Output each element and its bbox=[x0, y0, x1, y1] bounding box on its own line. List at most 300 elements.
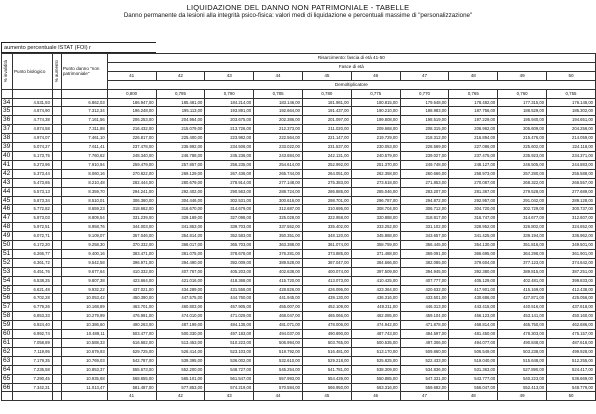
value-cell: 423.664,00 bbox=[107, 276, 156, 285]
footer-age-cell: 41 bbox=[107, 392, 156, 401]
punto-biologico-cell: 5.772,82 bbox=[12, 205, 52, 214]
value-cell: 176.148,00 bbox=[547, 98, 596, 107]
value-cell: 431.558,00 bbox=[205, 285, 254, 294]
value-cell: 490.848,00 bbox=[498, 339, 547, 348]
value-cell: 337.552,00 bbox=[254, 223, 303, 232]
value-cell: 526.414,00 bbox=[156, 347, 205, 356]
value-cell: 294.872,00 bbox=[400, 196, 449, 205]
aumento-cell bbox=[52, 151, 61, 160]
punto-biologico-cell: 6.072,71 bbox=[12, 232, 52, 241]
invalidita-cell: 54 bbox=[2, 276, 13, 285]
value-cell: 428.826,00 bbox=[254, 285, 303, 294]
value-cell: 426.095,00 bbox=[302, 285, 351, 294]
value-cell: 503.477,00 bbox=[107, 330, 156, 339]
punto-danno-cell: 9.807,38 bbox=[61, 276, 107, 285]
invalidita-cell: 58 bbox=[2, 312, 13, 321]
table-row bbox=[2, 285, 596, 294]
value-cell: 192.664,00 bbox=[254, 107, 303, 116]
table-row bbox=[2, 98, 596, 107]
value-cell: 468.814,00 bbox=[449, 321, 498, 330]
value-cell: 306.360,00 bbox=[107, 196, 156, 205]
punto-biologico-cell: 5.273,96 bbox=[12, 160, 52, 169]
value-cell: 481.071,00 bbox=[254, 321, 303, 330]
aumento-cell bbox=[52, 98, 61, 107]
value-cell: 365.703,00 bbox=[205, 241, 254, 250]
value-cell: 288.724,00 bbox=[254, 187, 303, 196]
footer-age-cell: 44 bbox=[254, 392, 303, 401]
aumento-cell bbox=[52, 312, 61, 321]
value-cell: 484.597,00 bbox=[400, 330, 449, 339]
value-cell: 436.316,00 bbox=[351, 294, 400, 303]
value-cell: 296.787,00 bbox=[351, 196, 400, 205]
punto-biologico-cell: 6.266,77 bbox=[12, 249, 52, 258]
value-cell: 515.648,00 bbox=[498, 356, 547, 365]
value-cell: 361.074,00 bbox=[302, 241, 351, 250]
punto-biologico-cell: 5.972,51 bbox=[12, 223, 52, 232]
table-row bbox=[2, 312, 596, 321]
invalidita-cell: 63 bbox=[2, 356, 13, 365]
value-cell: 487.743,00 bbox=[351, 330, 400, 339]
aumento-cell bbox=[52, 241, 61, 250]
value-cell: 556.047,00 bbox=[449, 383, 498, 392]
invalidita-cell: 55 bbox=[2, 285, 13, 294]
value-cell: 291.042,00 bbox=[498, 196, 547, 205]
punto-biologico-cell: 4.874,58 bbox=[12, 125, 52, 134]
value-cell: 282.444,00 bbox=[107, 178, 156, 187]
invalidita-cell: 59 bbox=[2, 321, 13, 330]
value-cell: 581.487,00 bbox=[107, 383, 156, 392]
value-cell: 179.648,00 bbox=[400, 98, 449, 107]
punto-biologico-cell: 6.538,25 bbox=[12, 276, 52, 285]
value-cell: 444.760,00 bbox=[205, 294, 254, 303]
punto-danno-cell: 8.060,16 bbox=[61, 169, 107, 178]
value-cell: 333.252,00 bbox=[351, 223, 400, 232]
value-cell: 399.833,00 bbox=[547, 276, 596, 285]
age-header: 45 bbox=[302, 71, 351, 80]
header-punto-biologico: Punto biologico bbox=[12, 54, 52, 90]
value-cell: 201.097,00 bbox=[302, 116, 351, 125]
value-cell: 292.957,00 bbox=[449, 196, 498, 205]
value-cell: 421.016,00 bbox=[156, 276, 205, 285]
value-cell: 538.309,00 bbox=[351, 365, 400, 374]
header-risarcimento: Risarcimento: fascia di età 41-50 bbox=[107, 54, 595, 63]
punto-biologico-cell: 6.924,40 bbox=[12, 321, 52, 330]
value-cell: 328.952,00 bbox=[449, 223, 498, 232]
value-cell: 324.652,00 bbox=[547, 223, 596, 232]
value-cell: 308.704,00 bbox=[351, 205, 400, 214]
punto-biologico-cell: 5.873,03 bbox=[12, 214, 52, 223]
value-cell: 418.368,00 bbox=[205, 276, 254, 285]
aumento-cell bbox=[52, 160, 61, 169]
aumento-cell bbox=[52, 178, 61, 187]
value-cell: 540.223,00 bbox=[498, 374, 547, 383]
invalidita-cell: 52 bbox=[2, 258, 13, 267]
value-cell: 198.519,00 bbox=[400, 116, 449, 125]
footer-age-cell: 50 bbox=[547, 392, 596, 401]
value-cell: 215.079,00 bbox=[156, 125, 205, 134]
value-cell: 180.815,00 bbox=[351, 98, 400, 107]
value-cell: 516.481,00 bbox=[302, 347, 351, 356]
value-cell: 326.802,00 bbox=[498, 223, 547, 232]
invalidita-cell: 44 bbox=[2, 187, 13, 196]
value-cell: 270.087,00 bbox=[449, 178, 498, 187]
value-cell: 471.878,00 bbox=[400, 321, 449, 330]
punto-biologico-cell: 6.621,48 bbox=[12, 285, 52, 294]
value-cell: 225.400,00 bbox=[156, 134, 205, 143]
footer-age-cell: 47 bbox=[400, 392, 449, 401]
value-cell: 248.127,00 bbox=[449, 160, 498, 169]
punto-danno-cell: 11.013,47 bbox=[61, 383, 107, 392]
value-cell: 183.146,00 bbox=[254, 98, 303, 107]
value-cell: 184.214,00 bbox=[205, 98, 254, 107]
punto-biologico-cell: 6.853,33 bbox=[12, 312, 52, 321]
value-cell: 394.490,00 bbox=[156, 258, 205, 267]
value-cell: 239.027,00 bbox=[400, 151, 449, 160]
invalidita-cell: 36 bbox=[2, 116, 13, 125]
punto-danno-cell: 8.659,23 bbox=[61, 205, 107, 214]
value-cell: 285.046,00 bbox=[351, 187, 400, 196]
value-cell: 193.891,00 bbox=[205, 107, 254, 116]
value-cell: 230.053,00 bbox=[351, 143, 400, 152]
value-cell: 382.085,00 bbox=[400, 258, 449, 267]
value-cell: 252.992,00 bbox=[302, 160, 351, 169]
invalidita-cell: 45 bbox=[2, 196, 13, 205]
invalidita-cell: 50 bbox=[2, 241, 13, 250]
value-cell: 290.563,00 bbox=[205, 187, 254, 196]
value-cell: 275.383,00 bbox=[302, 178, 351, 187]
value-cell: 513.170,00 bbox=[351, 347, 400, 356]
value-cell: 322.958,00 bbox=[302, 214, 351, 223]
value-cell: 213.726,00 bbox=[205, 125, 254, 134]
value-cell: 503.238,00 bbox=[498, 347, 547, 356]
punto-danno-cell: 7.161,56 bbox=[61, 116, 107, 125]
value-cell: 531.363,00 bbox=[449, 365, 498, 374]
invalidita-cell: 43 bbox=[2, 178, 13, 187]
value-cell: 513.453,00 bbox=[156, 339, 205, 348]
coefficient-cell: 0,790 bbox=[205, 89, 254, 98]
value-cell: 506.549,00 bbox=[449, 347, 498, 356]
value-cell: 185.302,00 bbox=[547, 107, 596, 116]
value-cell: 318.662,00 bbox=[107, 205, 156, 214]
aumento-cell bbox=[52, 383, 61, 392]
value-cell: 302.531,00 bbox=[205, 196, 254, 205]
value-cell: 397.509,00 bbox=[351, 267, 400, 276]
value-cell: 219.729,00 bbox=[351, 134, 400, 143]
value-cell: 427.871,00 bbox=[498, 294, 547, 303]
value-cell: 203.675,00 bbox=[205, 116, 254, 125]
value-cell: 195.113,00 bbox=[156, 107, 205, 116]
table-row bbox=[2, 267, 596, 276]
value-cell: 475.157,00 bbox=[547, 330, 596, 339]
coefficient-cell: 0,795 bbox=[156, 89, 205, 98]
value-cell: 223.982,00 bbox=[205, 134, 254, 143]
age-header: 41 bbox=[107, 71, 156, 80]
value-cell: 425.056,00 bbox=[547, 294, 596, 303]
punto-biologico-cell: 6.702,28 bbox=[12, 294, 52, 303]
punto-danno-cell: 8.809,54 bbox=[61, 214, 107, 223]
value-cell: 559.682,00 bbox=[400, 383, 449, 392]
invalidita-cell: 42 bbox=[2, 169, 13, 178]
value-cell: 474.942,00 bbox=[351, 321, 400, 330]
aumento-cell bbox=[52, 196, 61, 205]
punto-danno-cell: 9.400,16 bbox=[61, 249, 107, 258]
value-cell: 266.557,00 bbox=[547, 178, 596, 187]
value-cell: 298.701,00 bbox=[302, 196, 351, 205]
value-cell: 339.703,00 bbox=[205, 223, 254, 232]
value-cell: 312.687,00 bbox=[254, 205, 303, 214]
value-cell: 187.756,00 bbox=[449, 107, 498, 116]
age-header: 42 bbox=[156, 71, 205, 80]
value-cell: 500.535,00 bbox=[351, 339, 400, 348]
value-cell: 474.010,00 bbox=[156, 312, 205, 321]
value-cell: 503.765,00 bbox=[302, 339, 351, 348]
footer-age-row bbox=[2, 392, 596, 401]
value-cell: 543.777,00 bbox=[449, 374, 498, 383]
value-cell: 351.816,00 bbox=[498, 241, 547, 250]
value-cell: 455.007,00 bbox=[254, 303, 303, 312]
coefficient-cell: 0,760 bbox=[498, 89, 547, 98]
value-cell: 400.074,00 bbox=[302, 267, 351, 276]
value-cell: 339.194,00 bbox=[498, 232, 547, 241]
punto-biologico-cell: 7.342,31 bbox=[12, 383, 52, 392]
value-cell: 550.885,00 bbox=[351, 374, 400, 383]
value-cell: 563.316,00 bbox=[351, 383, 400, 392]
punto-biologico-cell: 7.235,58 bbox=[12, 365, 52, 374]
punto-danno-cell: 10.386,60 bbox=[61, 321, 107, 330]
invalidita-cell: 37 bbox=[2, 125, 13, 134]
value-cell: 260.666,00 bbox=[400, 169, 449, 178]
value-cell: 235.923,00 bbox=[498, 151, 547, 160]
punto-biologico-cell: 7.179,35 bbox=[12, 356, 52, 365]
value-cell: 392.009,00 bbox=[205, 258, 254, 267]
footer-age-cell: 45 bbox=[302, 392, 351, 401]
value-cell: 202.386,00 bbox=[254, 116, 303, 125]
value-cell: 459.104,00 bbox=[400, 312, 449, 321]
punto-biologico-cell: 5.573,13 bbox=[12, 187, 52, 196]
value-cell: 506.994,00 bbox=[254, 339, 303, 348]
value-cell: 490.263,00 bbox=[107, 321, 156, 330]
value-cell: 212.373,00 bbox=[254, 125, 303, 134]
aumento-cell bbox=[52, 125, 61, 134]
value-cell: 350.351,00 bbox=[254, 232, 303, 241]
value-cell: 439.130,00 bbox=[302, 294, 351, 303]
table-row bbox=[2, 143, 596, 152]
aumento-cell bbox=[52, 223, 61, 232]
value-cell: 478.303,00 bbox=[498, 330, 547, 339]
value-cell: 379.604,00 bbox=[449, 258, 498, 267]
value-cell: 529.218,00 bbox=[302, 356, 351, 365]
value-cell: 345.888,00 bbox=[351, 232, 400, 241]
table-row bbox=[2, 151, 596, 160]
value-cell: 525.825,00 bbox=[351, 356, 400, 365]
value-cell: 376.281,00 bbox=[254, 249, 303, 258]
footer-age-cell: 48 bbox=[449, 392, 498, 401]
value-cell: 548.727,00 bbox=[205, 365, 254, 374]
invalidita-cell: 40 bbox=[2, 151, 13, 160]
value-cell: 465.750,00 bbox=[498, 321, 547, 330]
value-cell: 251.370,00 bbox=[351, 160, 400, 169]
table-row bbox=[2, 125, 596, 134]
punto-danno-cell: 9.677,64 bbox=[61, 267, 107, 276]
value-cell: 235.992,00 bbox=[156, 143, 205, 152]
value-cell: 281.367,00 bbox=[449, 187, 498, 196]
punto-danno-cell: 10.769,03 bbox=[61, 356, 107, 365]
value-cell: 178.482,00 bbox=[449, 98, 498, 107]
punto-danno-cell: 7.611,41 bbox=[61, 143, 107, 152]
value-cell: 527.890,00 bbox=[498, 365, 547, 374]
age-header: 48 bbox=[449, 71, 498, 80]
table-row bbox=[2, 232, 596, 241]
value-cell: 249.748,00 bbox=[400, 160, 449, 169]
value-cell: 190.210,00 bbox=[351, 107, 400, 116]
table-row bbox=[2, 330, 596, 339]
invalidita-cell: 49 bbox=[2, 232, 13, 241]
value-cell: 490.890,00 bbox=[302, 330, 351, 339]
value-cell: 396.971,00 bbox=[107, 258, 156, 267]
value-cell: 194.651,00 bbox=[547, 116, 596, 125]
value-cell: 216.432,00 bbox=[107, 125, 156, 134]
aumento-cell bbox=[52, 321, 61, 330]
value-cell: 545.254,00 bbox=[254, 365, 303, 374]
value-cell: 335.402,00 bbox=[302, 223, 351, 232]
value-cell: 534.836,00 bbox=[400, 365, 449, 374]
aumento-cell bbox=[52, 258, 61, 267]
coefficient-cell: 0,775 bbox=[351, 89, 400, 98]
table-row bbox=[2, 223, 596, 232]
age-header: 46 bbox=[351, 71, 400, 80]
value-cell: 349.501,00 bbox=[547, 241, 596, 250]
value-cell: 524.417,00 bbox=[547, 365, 596, 374]
value-cell: 280.679,00 bbox=[156, 178, 205, 187]
invalidita-cell: 66 bbox=[2, 383, 13, 392]
value-cell: 265.744,00 bbox=[254, 169, 303, 178]
value-cell: 206.962,00 bbox=[449, 125, 498, 134]
value-cell: 226.817,00 bbox=[107, 134, 156, 143]
value-cell: 237.478,00 bbox=[107, 143, 156, 152]
value-cell: 233.022,00 bbox=[254, 143, 303, 152]
value-cell: 218.312,00 bbox=[400, 134, 449, 143]
punto-danno-cell: 10.489,11 bbox=[61, 330, 107, 339]
value-cell: 512.255,00 bbox=[547, 356, 596, 365]
table-row bbox=[2, 134, 596, 143]
value-cell: 208.315,00 bbox=[400, 125, 449, 134]
value-cell: 300.616,00 bbox=[254, 196, 303, 205]
aumento-cell bbox=[52, 187, 61, 196]
value-cell: 453.141,00 bbox=[498, 312, 547, 321]
value-cell: 494.037,00 bbox=[254, 330, 303, 339]
value-cell: 243.684,00 bbox=[254, 151, 303, 160]
header-punto-danno: Punto danno "non patrimoniale" bbox=[61, 54, 107, 90]
value-cell: 348.120,00 bbox=[302, 232, 351, 241]
value-cell: 516.682,00 bbox=[107, 339, 156, 348]
aumento-cell bbox=[52, 169, 61, 178]
value-cell: 463.701,00 bbox=[107, 303, 156, 312]
value-cell: 430.686,00 bbox=[449, 294, 498, 303]
value-cell: 186.529,00 bbox=[498, 107, 547, 116]
value-cell: 389.815,00 bbox=[498, 267, 547, 276]
value-cell: 529.725,00 bbox=[107, 347, 156, 356]
value-cell: 364.298,00 bbox=[498, 249, 547, 258]
age-header: 47 bbox=[400, 71, 449, 80]
value-cell: 457.905,00 bbox=[205, 303, 254, 312]
value-cell: 255.588,00 bbox=[547, 169, 596, 178]
value-cell: 500.330,00 bbox=[156, 330, 205, 339]
punto-danno-cell: 8.359,70 bbox=[61, 187, 107, 196]
value-cell: 216.894,00 bbox=[449, 134, 498, 143]
invalidita-cell: 57 bbox=[2, 303, 13, 312]
value-cell: 383.471,00 bbox=[107, 249, 156, 258]
value-cell: 329.169,00 bbox=[156, 214, 205, 223]
punto-biologico-cell: 7.058,89 bbox=[12, 339, 52, 348]
punto-biologico-cell: 6.451,76 bbox=[12, 267, 52, 276]
header-invalidita: % invalidità bbox=[2, 54, 13, 90]
value-cell: 449.211,00 bbox=[351, 303, 400, 312]
page-title: LIQUIDAZIONE DEL DANNO NON PATRIMONIALE - TABELLE bbox=[186, 3, 410, 12]
aumento-cell bbox=[52, 365, 61, 374]
value-cell: 237.475,00 bbox=[449, 151, 498, 160]
value-cell: 336.962,00 bbox=[547, 232, 596, 241]
value-cell: 523.103,00 bbox=[205, 347, 254, 356]
value-cell: 552.413,00 bbox=[498, 383, 547, 392]
punto-danno-cell: 8.210,48 bbox=[61, 178, 107, 187]
value-cell: 257.857,00 bbox=[156, 160, 205, 169]
table-row bbox=[2, 294, 596, 303]
value-cell: 548.779,00 bbox=[547, 383, 596, 392]
aumento-cell bbox=[52, 294, 61, 303]
punto-biologico-cell: 5.473,65 bbox=[12, 178, 52, 187]
coefficient-cell: 0,755 bbox=[547, 89, 596, 98]
value-cell: 215.476,00 bbox=[498, 134, 547, 143]
value-cell: 286.885,00 bbox=[302, 187, 351, 196]
value-cell: 413.073,00 bbox=[302, 276, 351, 285]
value-cell: 344.003,00 bbox=[107, 223, 156, 232]
aumento-cell bbox=[52, 356, 61, 365]
value-cell: 279.528,00 bbox=[498, 187, 547, 196]
table-row bbox=[2, 160, 596, 169]
value-cell: 369.091,00 bbox=[400, 249, 449, 258]
punto-danno-cell: 10.053,42 bbox=[61, 294, 107, 303]
value-cell: 327.098,00 bbox=[205, 214, 254, 223]
punto-biologico-cell: 6.172,20 bbox=[12, 241, 52, 250]
value-cell: 522.433,00 bbox=[400, 356, 449, 365]
value-cell: 405.129,00 bbox=[449, 276, 498, 285]
value-cell: 387.251,00 bbox=[547, 267, 596, 276]
header-demoltiplicatore: Demoltiplicatore bbox=[107, 80, 595, 89]
value-cell: 356.445,00 bbox=[400, 241, 449, 250]
value-cell: 437.618,00 bbox=[547, 303, 596, 312]
value-cell: 370.332,00 bbox=[107, 241, 156, 250]
invalidita-cell: 48 bbox=[2, 223, 13, 232]
aumento-cell bbox=[52, 232, 61, 241]
value-cell: 304.720,00 bbox=[449, 205, 498, 214]
value-cell: 499.928,00 bbox=[547, 347, 596, 356]
age-header: 44 bbox=[254, 71, 303, 80]
age-header: 43 bbox=[205, 71, 254, 80]
value-cell: 264.051,00 bbox=[302, 169, 351, 178]
aumento-cell bbox=[52, 116, 61, 125]
value-cell: 405.203,00 bbox=[205, 267, 254, 276]
value-cell: 283.207,00 bbox=[400, 187, 449, 196]
invalidita-cell: 34 bbox=[2, 98, 13, 107]
value-cell: 248.340,00 bbox=[107, 151, 156, 160]
punto-danno-cell: 7.312,34 bbox=[61, 107, 107, 116]
punto-biologico-cell: 4.974,07 bbox=[12, 134, 52, 143]
value-cell: 519.040,00 bbox=[449, 356, 498, 365]
aumento-cell bbox=[52, 249, 61, 258]
value-cell: 231.537,00 bbox=[302, 143, 351, 152]
value-cell: 415.169,00 bbox=[498, 285, 547, 294]
punto-danno-cell: 7.461,10 bbox=[61, 134, 107, 143]
